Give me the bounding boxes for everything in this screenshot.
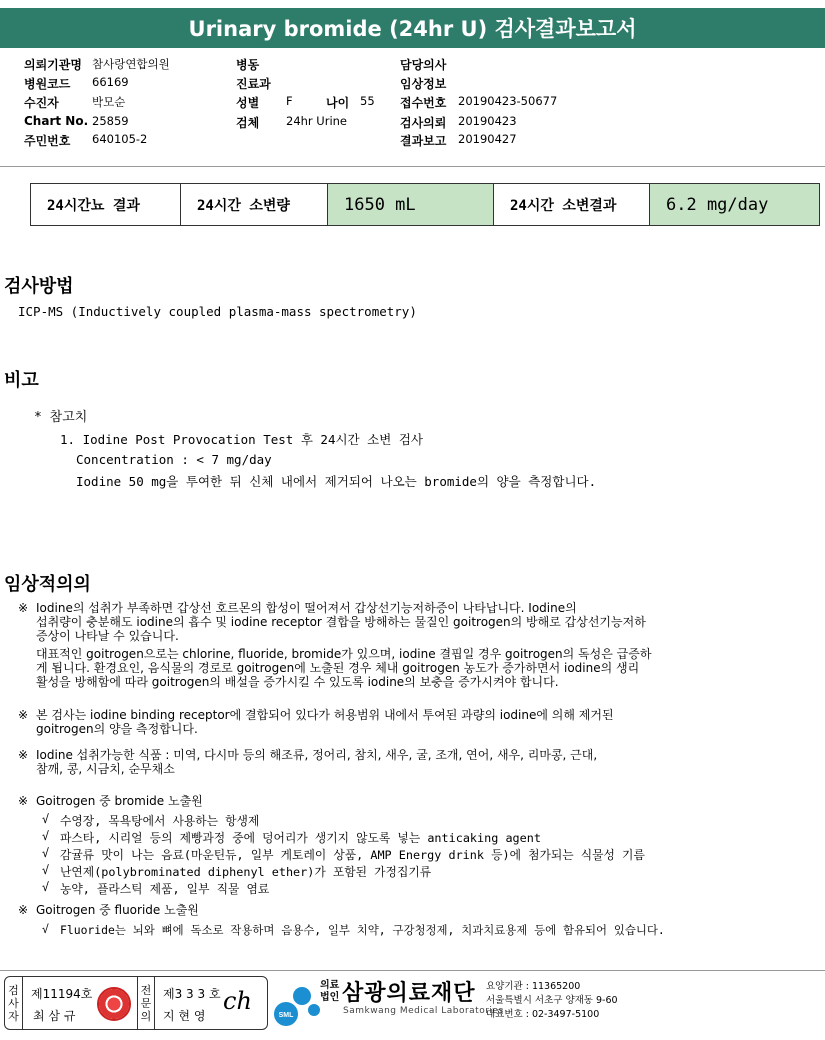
report-title: Urinary bromide (24hr U) 검사결과보고서: [0, 8, 825, 48]
info-value: F: [286, 94, 293, 108]
role-char: 사: [8, 996, 19, 1010]
corp-info-line: 요양기관 : 11365200: [486, 981, 581, 992]
note-mark: ※: [18, 903, 29, 917]
info-value: 20190423: [458, 114, 517, 128]
license-number: 제11194호: [31, 987, 93, 1001]
corp-type: [320, 980, 339, 1004]
bullet-item: [42, 922, 665, 938]
info-value: 20190427: [458, 132, 517, 146]
note-mark: ※: [18, 748, 29, 762]
bullet-item: [42, 812, 260, 829]
info-value: 참사랑연합의원: [92, 57, 170, 71]
check-icon: √: [42, 922, 49, 936]
result-label-cell: 24시간 소변량: [181, 184, 328, 225]
info-label: 접수번호: [400, 96, 447, 110]
bullet-text: 농약, 플라스틱 제품, 일부 직물 염료: [60, 882, 270, 896]
clinical-paragraph: [18, 601, 652, 689]
method-heading: 검사방법: [4, 276, 74, 297]
text-line: goitrogen의 양을 측정합니다.: [36, 722, 198, 736]
info-value: 박모순: [92, 95, 126, 109]
info-value: 66169: [92, 75, 129, 89]
bullet-text: Fluoride는 뇌와 뼈에 독소로 작용하며 음용수, 일부 치약, 구강청정제, 치과치료용제 등에 함유되어 있습니다.: [60, 923, 665, 937]
info-value: 25859: [92, 114, 129, 128]
check-icon: √: [42, 880, 50, 894]
signature-box: [4, 976, 268, 1030]
bullet-text: 난연제(polybrominated diphenyl ether)가 포함된 가정집기류: [60, 865, 432, 879]
info-label: 나이: [326, 96, 350, 110]
role-char: 문: [140, 996, 152, 1010]
clinical-paragraph: [18, 794, 203, 808]
note-mark: ※: [18, 601, 29, 615]
clinical-paragraph: [18, 748, 598, 776]
corp-info: [486, 980, 618, 1022]
result-label-cell: 24시간 소변결과: [494, 184, 650, 225]
corp-type-line: 법인: [320, 992, 340, 1003]
info-label: 성별: [236, 96, 260, 110]
info-label: 주민번호: [24, 134, 71, 148]
remarks-heading: 비고: [4, 370, 39, 391]
info-label: 의뢰기관명: [24, 58, 82, 72]
method-text: ICP-MS (Inductively coupled plasma-mass spectrometry): [18, 304, 417, 319]
info-label: 병원코드: [24, 77, 71, 91]
info-value: 55: [360, 94, 375, 108]
check-icon: √: [42, 863, 50, 877]
role-label-specialist: [137, 977, 155, 1029]
info-label: 검체: [236, 116, 260, 130]
role-char: 전: [140, 983, 152, 997]
info-label: 병동: [236, 58, 260, 72]
clinical-heading: 임상적의의: [4, 574, 91, 595]
text-line: 대표적인 goitrogen으로는 chlorine, fluoride, bromide가 있으며, iodine 결핍일 경우 goitrogen의 독성은 급증하: [36, 647, 652, 661]
corp-info-line: 대표번호 : 02-3497-5100: [486, 1009, 600, 1020]
info-label: 진료과: [236, 77, 271, 91]
bromide-result-value: 6.2 mg/day: [650, 184, 819, 225]
license-number: 제3 3 3 호: [163, 987, 221, 1001]
info-value: 20190423-50677: [458, 94, 558, 108]
info-label: 임상정보: [400, 77, 447, 91]
role-char: 검: [8, 983, 19, 997]
signature: ch: [223, 987, 252, 1015]
text-line: 섭취량이 충분해도 iodine의 흡수 및 iodine receptor 결합을 방해하는 물질인 goitrogen의 방해로 갑상선기능저하: [36, 615, 646, 629]
role-label-examiner: [5, 977, 23, 1029]
info-label: Chart No.: [24, 114, 89, 128]
bullet-text: 파스타, 시리얼 등의 제빵과정 중에 덩어리가 생기지 않도록 넣는 anticaking agent: [60, 831, 541, 845]
note-mark: ※: [18, 794, 29, 808]
bullet-item: [42, 880, 270, 897]
divider: [0, 166, 825, 167]
text-line: 증상이 나타날 수 있습니다.: [36, 629, 179, 643]
info-label: 담당의사: [400, 58, 447, 72]
check-icon: √: [42, 846, 50, 860]
role-char: 자: [8, 1009, 19, 1023]
text-line: Goitrogen 중 fluoride 노출원: [36, 903, 199, 917]
reference-line: Concentration : < 7 mg/day: [76, 452, 272, 467]
text-line: 본 검사는 iodine binding receptor에 결합되어 있다가 허용범위 내에서 투여된 과량의 iodine에 의해 제거된: [36, 708, 614, 722]
note-mark: ※: [18, 708, 29, 722]
specialist-name: 지 현 영: [163, 1009, 206, 1023]
corp-name: 삼광의료재단: [342, 981, 476, 1006]
reference-line: 1. Iodine Post Provocation Test 후 24시간 소변 검사: [60, 432, 423, 447]
info-value: 640105-2: [92, 132, 148, 146]
reference-line: Iodine 50 mg을 투여한 뒤 신체 내에서 제거되어 나오는 bromide의 양을 측정합니다.: [76, 474, 597, 489]
result-table: [30, 183, 820, 226]
urine-volume-value: 1650 mL: [328, 184, 494, 225]
bullet-item: [42, 829, 541, 846]
info-label: 검사의뢰: [400, 116, 447, 130]
check-icon: √: [42, 829, 50, 843]
text-line: 참깨, 콩, 시금치, 순무채소: [36, 762, 175, 776]
bullet-item: [42, 863, 432, 880]
clinical-paragraph: [18, 903, 199, 917]
logo-text: SML: [278, 1012, 294, 1019]
divider: [0, 970, 825, 971]
corp-type-line: 의료: [320, 980, 340, 991]
info-label: 수진자: [24, 96, 59, 110]
text-line: Iodine 섭취가능한 식품 : 미역, 다시마 등의 해조류, 정어리, 참치, 새우, 굴, 조개, 연어, 새우, 리마콩, 근대,: [36, 748, 598, 762]
text-line: 게 됩니다. 환경요인, 음식물의 경로로 goitrogen에 노출된 경우 체내 goitrogen 농도가 증가하면서 iodine의 생리: [36, 661, 640, 675]
reference-title: * 참고치: [34, 410, 88, 425]
bullet-text: 감귤류 맛이 나는 음료(마운틴듀, 일부 게토레이 상품, AMP Energy drink 등)에 첨가되는 식물성 기름: [60, 848, 645, 862]
seal-stamp: [97, 987, 131, 1021]
result-label-cell: 24시간뇨 결과: [31, 184, 181, 225]
clinical-paragraph: [18, 708, 614, 736]
check-icon: √: [42, 812, 50, 826]
corp-info-line: 서울특별시 서초구 양재동 9-60: [486, 995, 618, 1006]
role-char: 의: [140, 1009, 152, 1023]
info-label: 결과보고: [400, 134, 447, 148]
bullet-item: [42, 846, 645, 863]
info-value: 24hr Urine: [286, 114, 348, 128]
text-line: Iodine의 섭취가 부족하면 갑상선 호르몬의 합성이 떨어져서 갑상선기능저하증이 나타납니다. Iodine의: [36, 601, 577, 615]
corp-name-en: Samkwang Medical Laboratories: [343, 1006, 504, 1016]
examiner-name: 최 삼 규: [33, 1009, 76, 1023]
text-line: 활성을 방해함에 따라 goitrogen의 배설을 증가시킬 수 있도록 iodine의 보충을 증가시켜야 합니다.: [36, 675, 559, 689]
bullet-text: 수영장, 목욕탕에서 사용하는 항생제: [60, 814, 260, 828]
text-line: Goitrogen 중 bromide 노출원: [36, 794, 203, 808]
